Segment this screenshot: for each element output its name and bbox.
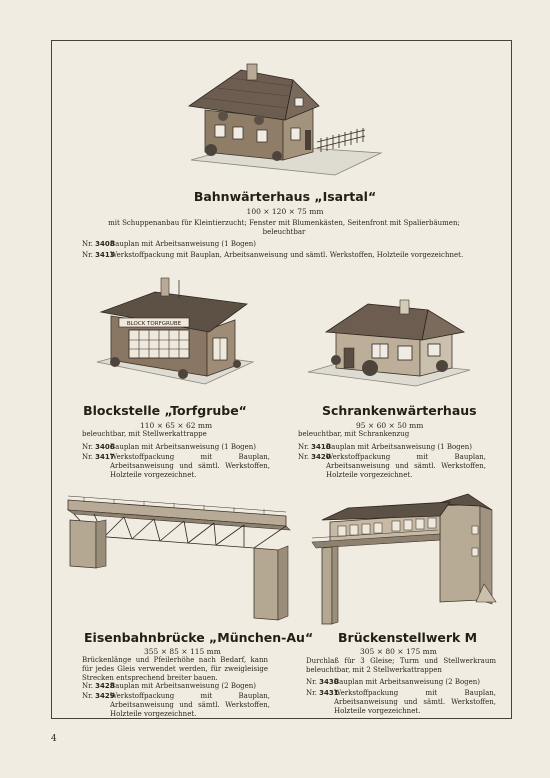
order-ref-row: Nr. 3410 Bauplan mit Arbeitsanweisung (1 Bogen) [298, 443, 473, 451]
order-ref-row: Nr. 3428 Bauplan mit Arbeitsanweisung (2 Bogen) [82, 682, 257, 690]
order-ref-row: Nr. 3417 Werkstoffpackung mit Bauplan, Arbeitsanweisung und sämtl. Werkstoffen, Holzteile vorgezeichnet. [82, 453, 270, 479]
order-ref-row: Nr. 3408 Bauplan mit Arbeitsanweisung (1 Bogen) [82, 240, 257, 248]
order-ref-row: Nr. 3430 Bauplan mit Arbeitsanweisung (2 Bogen) [306, 678, 481, 686]
item-title: Schrankenwärterhaus [322, 403, 477, 418]
blockstelle-sign: BLOCK TORFGRUBE [126, 321, 182, 327]
illustration-bahnwaerterhaus [185, 58, 385, 182]
item-title: Bahnwärterhaus „Isartal“ [193, 189, 377, 204]
illustration-eisenbahnbruecke [64, 490, 294, 626]
page-number: 4 [51, 734, 57, 744]
illustration-brueckenstellwerk [308, 492, 500, 628]
order-ref-row: Nr. 3420 Werkstoffpackung mit Bauplan, Arbeitsanweisung und sämtl. Werkstoffen, Holzteile vorgezeichnet. [298, 453, 486, 479]
item-description: Brückenlänge und Pfeilerhöhe nach Bedarf, kann für jedes Gleis verwendet werden, für zweigleisige Strecken entsprechend breiter bauen. [82, 656, 268, 682]
item-dimensions: 110 × 65 × 62 mm [140, 421, 213, 430]
item-title: Eisenbahnbrücke „München-Au“ [84, 630, 314, 645]
order-ref-row: Nr. 3413 Werkstoffpackung mit Bauplan, Arbeitsanweisung und sämtl. Werkstoffen, Holzteile vorgezeichnet. [82, 251, 464, 259]
item-dimensions: 355 × 85 × 115 mm [144, 647, 221, 656]
order-ref-row: Nr. 3429 Werkstoffpackung mit Bauplan, Arbeitsanweisung und sämtl. Werkstoffen, Holzteile vorgezeichnet. [82, 692, 270, 718]
item-dimensions: 305 × 80 × 175 mm [360, 647, 437, 656]
item-description: beleuchtbar, mit Schrankenzug [298, 430, 410, 438]
item-dimensions: 100 × 120 × 75 mm [246, 207, 324, 216]
illustration-schrankenwaerterhaus [306, 296, 472, 388]
item-title: Blockstelle „Torfgrube“ [83, 403, 247, 418]
item-description: Durchlaß für 3 Gleise; Turm und Stellwerkraum beleuchtbar, mit 2 Stellwerkattrappen [306, 657, 496, 674]
order-ref-row: Nr. 3431 Werkstoffpackung mit Bauplan, Arbeitsanweisung und sämtl. Werkstoffen, Holzteile vorgezeichnet. [306, 689, 496, 715]
illustration-blockstelle [95, 276, 257, 388]
item-description: mit Schuppenanbau für Kleintierzucht; Fenster mit Blumenkästen, Seitenfront mit Spalierbäumen; beleuchtbar [108, 219, 460, 236]
order-ref-row: Nr. 3406 Bauplan mit Arbeitsanweisung (1 Bogen) [82, 443, 257, 451]
item-dimensions: 95 × 60 × 50 mm [356, 421, 424, 430]
item-title: Brückenstellwerk M [338, 630, 478, 645]
item-description: beleuchtbar, mit Stellwerkattrappe [82, 430, 207, 438]
